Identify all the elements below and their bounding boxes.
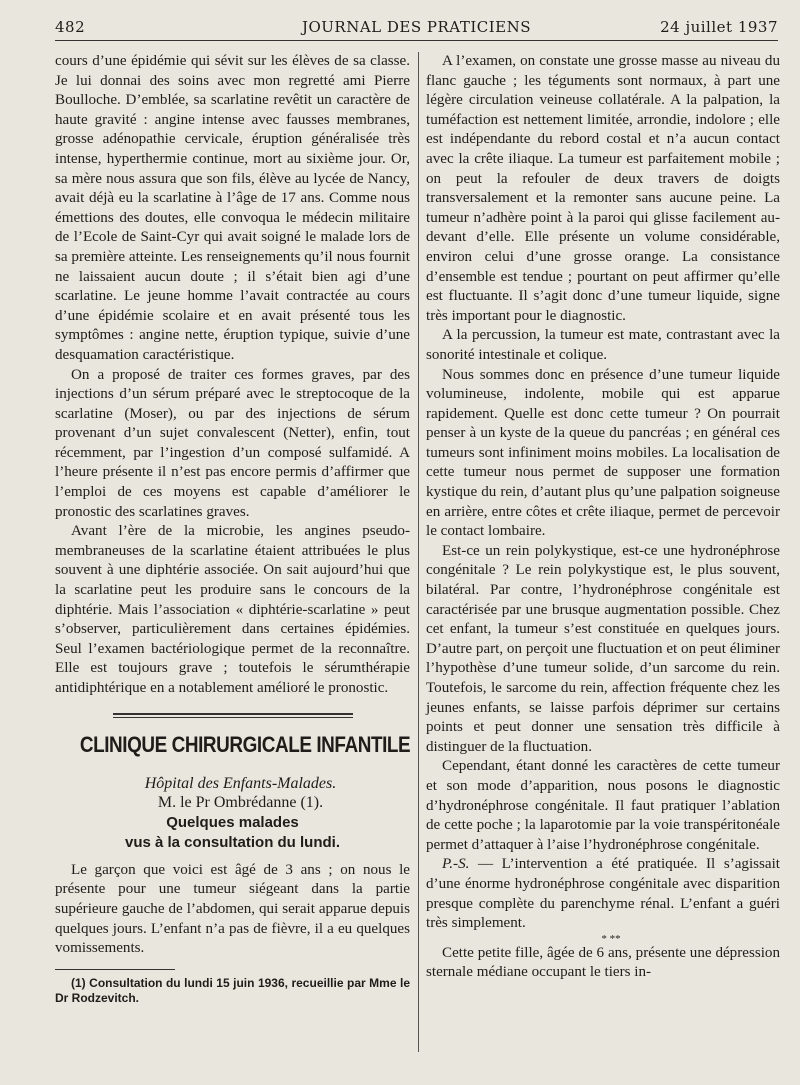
- journal-title: JOURNAL DES PRATICIENS: [301, 18, 532, 36]
- paragraph: Le garçon que voici est âgé de 3 ans ; on nous le présente pour une tumeur siégeant dans la partie supérieure gauche de l’abdomen, qui serait apparue depuis quelques jours. L’enfant n’a pas de fièvre, il a eu quelques vomissements.: [55, 861, 410, 957]
- paragraph: cours d’une épidémie qui sévit sur les élèves de sa classe. Je lui donnai des soins avec mon regretté ami Pierre Boulloche. D’emblée, sa scarlatine revêtit un caractère de haute gravité : angine intense avec fausses membranes, grosse adénopathie cervicale, éruption généralisée très intense, hyperthermie continue, mort au sixième jour. Or, sa mère nous assura que son fils, élève au lycée de Nancy, avait déjà eu la scarlatine à l’âge de 17 ans. Comme nous émettions des doutes, elle convoqua le médecin militaire de l’Ecole de Saint-Cyr qui avait soigné le malade lors de sa première atteinte. Les renseignements qu’il nous fournit ne laissaient aucun doute ; il s’était bien agi d’une scarlatine. Le jeune homme l’avait contractée au cours d’une épidémie scolaire et en avait présenté tous les symptômes : angine nette, éruption typique, suivie d’une desquamation caractéristique.: [55, 53, 410, 363]
- section-stars: * **: [601, 932, 621, 945]
- postscript-label: P.-S.: [442, 856, 470, 873]
- section-divider: [113, 713, 353, 718]
- paragraph: Nous sommes donc en présence d’une tumeur liquide volumineuse, indolente, mobile qui est apparue rapidement. Quelle est donc cette tumeur ? On pourrait penser à un kyste de la queue du pancréas ; en général ces tumeurs sont infiniment moins mobiles. La localisation de cette tumeur nous permet de supposer une formation kystique du rein, d’autant plus qu’une palpation soigneuse en arrière, entre côtes et crête iliaque, permet de percevoir le contact lombaire.: [426, 366, 780, 540]
- subtitle-line: Quelques malades: [166, 813, 299, 831]
- section-title: CLINIQUE CHIRURGICALE INFANTILE: [79, 731, 411, 757]
- footnote: (1) Consultation du lundi 15 juin 1936, recueillie par Mme le Dr Rodzevitch.: [55, 975, 410, 1005]
- paragraph: Est-ce un rein polykystique, est-ce une hydronéphrose congénitale ? Le rein polykystique est, le plus souvent, bilatéral. Par contre, l’hydronéphrose congénitale est caractérisée par une brusque augmentation possible. Chez cet enfant, la tumeur s’est constituée en quelques jours. D’autre part, on perçoit une fluctuation et on peut éliminer l’hypothèse d’une tumeur solide, d’un sarcome du rein. Toutefois, le sarcome du rein, affection fréquente chez les jeunes enfants, se laisse parfois déprimer sur certains points et peut donner une sensation très difficile à distinguer de la fluctuation.: [426, 542, 780, 755]
- left-column: [55, 52, 410, 1006]
- page-header: [55, 12, 778, 41]
- column-rule: [418, 52, 419, 1052]
- page-number: 482: [55, 18, 86, 36]
- paragraph: Cependant, étant donné les caractères de cette tumeur et son mode d’apparition, nous posons le diagnostic d’hydronéphrose congénitale. Il faut pratiquer l’ablation de cette poche ; la laparotomie par la voie transpéritonéale permet d’attaquer à l’aise l’hydronéphrose congénitale.: [426, 758, 780, 853]
- issue-date: 24 juillet 1937: [660, 18, 778, 36]
- footnote-divider: [55, 969, 175, 970]
- paragraph: A l’examen, on constate une grosse masse au niveau du flanc gauche ; les téguments sont normaux, à part une légère circulation veineuse collatérale. A la palpation, la tuméfaction est nettement limitée, arrondie, indolore ; elle est indépendante du rebord costal et n’a aucun contact avec la crête iliaque. La tumeur est parfaitement mobile ; on peut la refouler de deux travers de doigts transversalement et la remonter sans aucune peine. La tumeur n’adhère point à la paroi qui glisse facilement au-devant d’elle. Elle présente un volume considérable, environ celui d’une grosse orange. La consistance d’ensemble est tendue ; pourtant on peut affirmer qu’elle est fluctuante. Il s’agit donc d’une tumeur liquide, signe très important pour le diagnostic.: [426, 53, 780, 324]
- paragraph: [426, 855, 780, 933]
- paragraph: A la percussion, la tumeur est mate, contrastant avec la sonorité intestinale et colique.: [426, 327, 780, 363]
- paragraph: Cette petite fille, âgée de 6 ans, présente une dépression sternale médiane occupant le tiers in-: [426, 944, 780, 981]
- author-line: M. le Pr Ombrédanne (1).: [157, 794, 324, 812]
- subtitle-line: vus à la consultation du lundi.: [124, 833, 341, 851]
- postscript-text: — L’intervention a été pratiquée. Il s’agissait d’une énorme hydronéphrose congénitale avec disparition presque complète du parenchyme rénal. L’enfant a guéri très simplement.: [426, 856, 780, 932]
- hospital-name: Hôpital des Enfants-Malades.: [144, 774, 337, 792]
- right-column: [426, 52, 780, 983]
- paragraph: Avant l’ère de la microbie, les angines pseudo-membraneuses de la scarlatine étaient attribuées le plus souvent à une diphtérie associée. On sait aujourd’hui que la scarlatine peut les produire sans le concours de la diphtérie. Mais l’association « diphtérie-scarlatine » peut s’observer, particulièrement dans certaines épidémies. Seul l’examen bactériologique permet de la reconnaître. Elle est toujours grave ; toutefois le sérumthérapie antidiphtérique en a notablement amélioré le pronostic.: [55, 523, 410, 696]
- paragraph: On a proposé de traiter ces formes graves, par des injections d’un sérum préparé avec le streptocoque de la scarlatine (Moser), ou par des injections de sérum provenant d’un sujet convalescent (Netter), enfin, tout récemment, par l’ingestion d’un composé sulfamidé. A l’heure présente il n’est pas encore permis d’affirmer que l’emploi de ces moyens est capable d’améliorer le pronostic des scarlatines graves.: [55, 366, 410, 520]
- article-subtitle: [55, 813, 410, 853]
